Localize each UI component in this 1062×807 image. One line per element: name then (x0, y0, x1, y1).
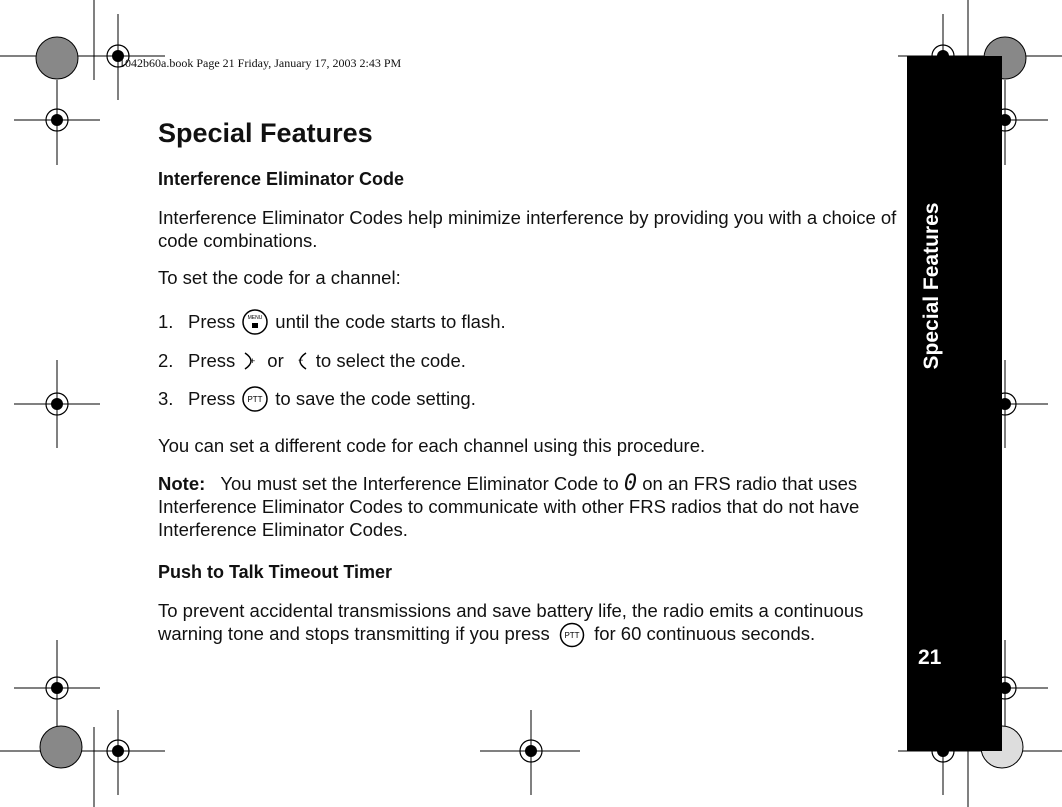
ptt-timer-paragraph: To prevent accidental transmissions and save battery life, the radio emits a continuous warning tone and stops transmitting if you press PTT for 60 continuous seconds. (158, 599, 898, 648)
svg-text:PTT: PTT (247, 395, 263, 404)
svg-text:+: + (250, 356, 256, 366)
intro-paragraph: Interference Eliminator Codes help minimize interference by providing you with a choice of code combinations. (158, 207, 897, 251)
menu-button-icon (241, 308, 269, 336)
code-digit-display: 0 (623, 471, 638, 496)
page-title: Special Features (158, 118, 373, 148)
step-1: 1. Press MENU until the code starts to flash. (158, 308, 506, 336)
print-header-line: 1042b60a.book Page 21 Friday, January 17, 2003 2:43 PM (119, 56, 402, 70)
step-3: 3. Press PTT to save the code setting. (158, 385, 476, 413)
svg-text:PTT: PTT (564, 631, 580, 641)
note-paragraph: Note: You must set the Interference Eliminator Code to 0 on an FRS radio that uses Interference Eliminator Codes to communicate with other FRS radios that do not have Interference Eliminator Codes. (158, 471, 860, 540)
page-number: 21 (918, 646, 942, 669)
side-tab-label: Special Features (920, 202, 943, 370)
lead-text: To set the code for a channel: (158, 267, 401, 288)
minus-button-icon (290, 349, 310, 373)
section-heading-ptt-timer: Push to Talk Timeout Timer (158, 562, 393, 582)
plus-button-icon (241, 349, 261, 373)
note-label: Note: (158, 473, 206, 494)
section-heading-interference: Interference Eliminator Code (158, 169, 405, 189)
ptt-button-icon (241, 385, 269, 413)
menu-label: MENU (247, 315, 263, 321)
procedure-note: You can set a different code for each channel using this procedure. (158, 435, 706, 456)
ptt-button-icon (559, 622, 585, 648)
svg-text:−: − (297, 355, 304, 365)
step-2: 2. Press + or − to select the code. (158, 350, 466, 371)
